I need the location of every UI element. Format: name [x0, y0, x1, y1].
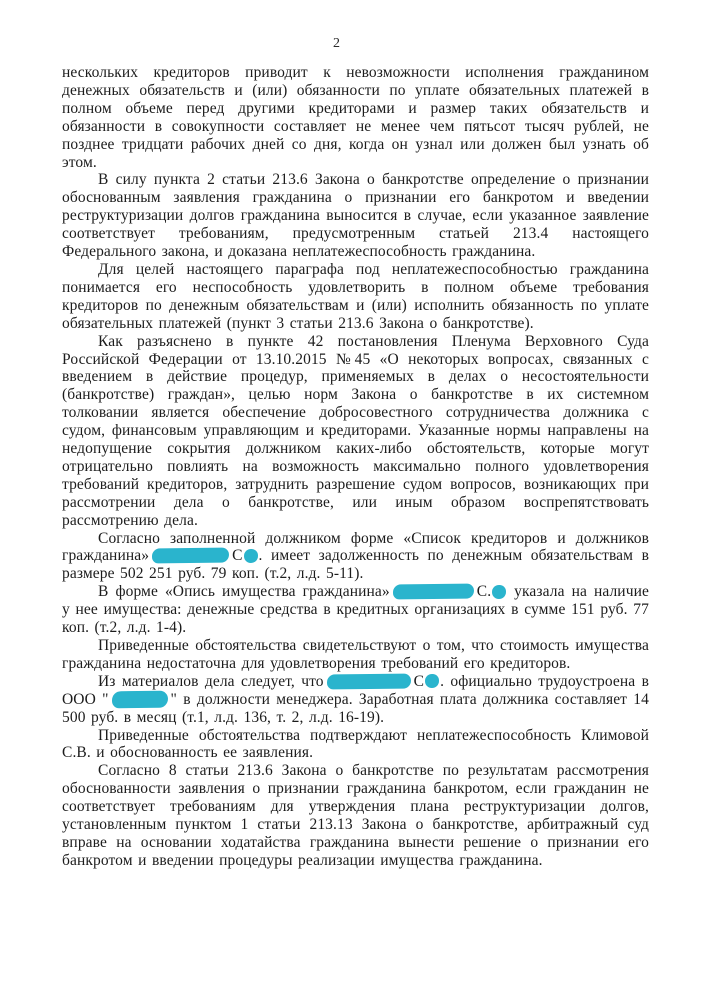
document-body	[62, 64, 649, 870]
paragraph-text: С	[232, 547, 243, 565]
paragraph-text: . официально трудоустроена в ООО "	[62, 672, 649, 708]
paragraph: В силу пункта 2 статьи 213.6 Закона о банкротстве определение о признании обоснованным заявления гражданина о признании его банкротом и введении реструктуризации долгов гражданина выносится в случае, если указанное заявление соответствует требованиям, предусмотренным статьей 213.4 настоящего Федерального закона, и доказана неплатежеспособность гражданина.	[62, 171, 649, 261]
paragraph-text: . имеет задолженность по денежным обязательствам в размере 502 251 руб. 79 коп. (т.2, л.д. 5-11).	[62, 547, 649, 583]
redaction-blob	[111, 690, 167, 708]
redaction-dot	[244, 549, 258, 563]
paragraph: Приведенные обстоятельства подтверждают неплатежеспособность Климовой С.В. и обоснованность ее заявления.	[62, 726, 649, 762]
redaction-dot	[425, 674, 439, 688]
paragraph: Приведенные обстоятельства свидетельствуют о том, что стоимость имущества гражданина недостаточна для удовлетворения требований его кредиторов.	[62, 637, 649, 672]
paragraph: Для целей настоящего параграфа под неплатежеспособностью гражданина понимается его неспособность удовлетворить в полном объеме требования кредиторов по денежным обязательствам и (или) исполнить обязанность по уплате обязательных платежей (пункт 3 статьи 213.6 Закона о банкротстве).	[62, 260, 649, 332]
page-number: 2	[333, 36, 340, 51]
redaction-blob	[393, 584, 474, 600]
paragraph-text: С	[413, 672, 425, 690]
paragraph-with-redaction	[62, 583, 649, 637]
paragraph: Как разъяснено в пункте 42 постановления Пленума Верховного Суда Российской Федерации от 13.10.2015 №45 «О некоторых вопросах, связанных с введением в действие процедур, применяемых в делах о несостоятельности (банкротстве) граждан», целью норм Закона о банкротстве в их системном толковании является обеспечение добросовестного сотрудничества должника с судом, финансовым управляющим и кредиторами. Указанные нормы направлены на недопущение сокрытия должником каких-либо обстоятельств, которые могут отрицательно повлиять на возможность максимально полного удовлетворения требований кредиторов, затруднить разрешение судом вопросов, возникающих при рассмотрении дела о банкротстве, или иным образом воспрепятствовать рассмотрению дела.	[62, 332, 649, 529]
redaction-blob	[327, 673, 411, 689]
paragraph-text: В форме «Опись имущества гражданина»	[98, 583, 390, 601]
paragraph-with-redaction	[62, 530, 649, 584]
paragraph-text: Из материалов дела следует, что	[98, 672, 324, 690]
paragraph-text: Согласно заполненной должником форме «Список кредиторов и должников гражданина»	[62, 529, 649, 565]
paragraph-text: С.	[476, 583, 492, 601]
paragraph-continuation: нескольких кредиторов приводит к невозможности исполнения гражданином денежных обязательств и (или) обязанности по уплате обязательных платежей в полном объеме перед другими кредиторами и размер таких обязательств и обязанности в совокупности составляет не менее чем пятьсот тысяч рублей, не позднее тридцати рабочих дней со дня, когда он узнал или должен был узнать об этом.	[62, 64, 649, 171]
paragraph-text: указала на наличие у нее имущества: денежные средства в кредитных организациях в сумме 151 руб. 77 коп. (т.2, л.д. 1-4).	[62, 583, 649, 637]
paragraph: Согласно 8 статьи 213.6 Закона о банкротстве по результатам рассмотрения обоснованности заявления о признании гражданина банкротом, если гражданин не соответствует требованиям для утверждения плана реструктуризации долгов, установленным пунктом 1 статьи 213.13 Закона о банкротстве, арбитражный суд вправе на основании ходатайства гражданина вынести решение о признании его банкротом и введении процедуры реализации имущества гражданина.	[62, 762, 649, 869]
paragraph-text: " в должности менеджера. Заработная плата должника составляет 14 500 руб. в месяц (т.1, л.д. 136, т. 2, л.д. 16-19).	[62, 690, 649, 726]
paragraph-with-redaction	[62, 673, 649, 727]
redaction-blob	[152, 548, 229, 564]
redaction-dot	[492, 585, 506, 599]
